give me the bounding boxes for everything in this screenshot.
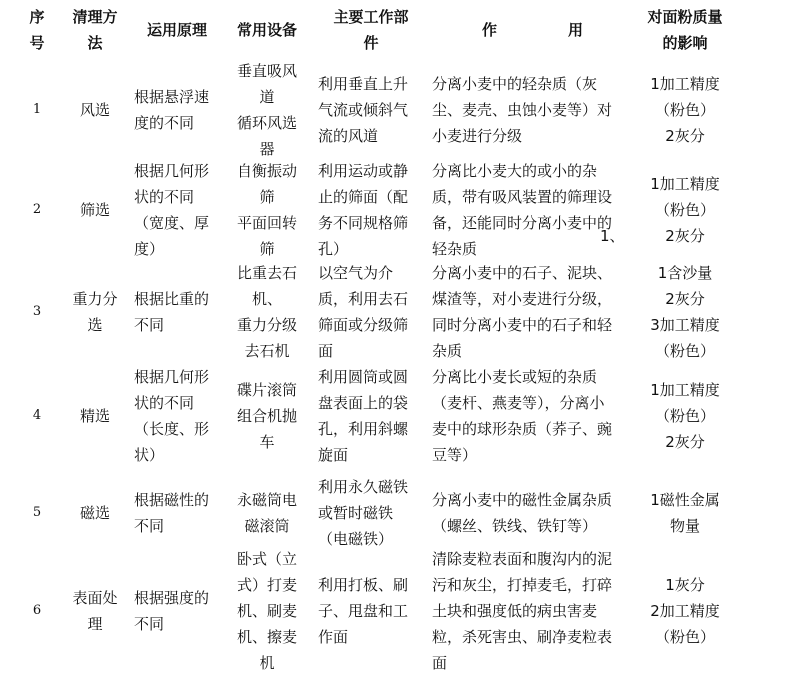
- row-principle-line: 度）: [134, 240, 165, 258]
- row-equipment-line: 去石机: [244, 342, 290, 360]
- row-principle-line: 根据强度的: [134, 589, 210, 607]
- row-seq: [24, 598, 50, 624]
- row-parts-line: （电磁铁）: [318, 530, 394, 548]
- row-seq: [24, 403, 50, 429]
- row-function-line: 杂质: [432, 342, 463, 360]
- row-method-line: 精选: [79, 407, 110, 425]
- row-method: [64, 500, 126, 526]
- row-principle-line: 度的不同: [134, 114, 195, 132]
- row-impact-line: （粉色）: [654, 201, 715, 219]
- row-parts-line: 流的风道: [318, 127, 379, 145]
- row-equipment-line: 车: [259, 433, 275, 451]
- header-impact-line: 的影响: [662, 34, 708, 52]
- row-impact: [640, 260, 730, 364]
- row-equipment-line: 磁滚筒: [244, 517, 290, 535]
- row-parts-line: 气流或倾斜气: [318, 101, 409, 119]
- row-equipment-line: 筛: [259, 188, 275, 206]
- row-principle-line: 根据悬浮速: [134, 88, 210, 106]
- row-principle-line: （长度、形: [134, 420, 210, 438]
- row-parts: [318, 572, 424, 650]
- row-equipment-line: 自衡振动: [236, 162, 297, 180]
- row-principle: [134, 158, 220, 262]
- row-function: [432, 487, 632, 539]
- header-principle: [134, 17, 220, 43]
- header-method: [64, 4, 126, 56]
- row-equipment-line: 循环风选: [236, 114, 297, 132]
- row-principle: [134, 364, 220, 468]
- row-equipment-line: 筛: [259, 240, 275, 258]
- row-parts-line: 利用永久磁铁: [318, 478, 409, 496]
- row-equipment: [228, 546, 306, 676]
- row-seq: [24, 299, 50, 325]
- row-method: [64, 197, 126, 223]
- row-function-line: 分离比小麦长或短的杂质: [432, 368, 598, 386]
- row-impact-line: （粉色）: [654, 407, 715, 425]
- row-impact-line: 1加工精度: [650, 75, 720, 93]
- row-function-line: 煤渣等，对小麦进行分级，: [432, 290, 613, 308]
- row-impact-line: 1加工精度: [650, 175, 720, 193]
- row-parts-line: 利用圆筒或圆: [318, 368, 409, 386]
- row-impact-line: 2加工精度: [650, 602, 720, 620]
- row-impact-line: 1加工精度: [650, 381, 720, 399]
- header-method-line: 清理方: [72, 8, 118, 26]
- row-impact-line: 1含沙量: [657, 264, 713, 282]
- row-parts-line: 质，利用去石: [318, 290, 409, 308]
- row-impact-line: （粉色）: [654, 342, 715, 360]
- row-seq-line: 5: [32, 505, 42, 520]
- row-seq: [24, 500, 50, 526]
- row-principle-line: 根据磁性的: [134, 491, 210, 509]
- header-impact-line: 对面粉质量: [647, 8, 723, 26]
- row-function-line: 分离小麦中的石子、泥块、: [432, 264, 613, 282]
- header-function-part: 用: [568, 21, 584, 39]
- row-equipment-line: 垂直吸风: [236, 62, 297, 80]
- row-equipment-line: 机、刷麦: [236, 602, 297, 620]
- row-function-line: 粒，杀死害虫、刷净麦粒表: [432, 628, 613, 646]
- row-method-line: 磁选: [79, 504, 110, 522]
- row-parts: [318, 364, 424, 468]
- row-principle: [134, 286, 220, 338]
- impact-marker: 1、: [600, 227, 625, 245]
- row-parts-line: 止的筛面（配: [318, 188, 409, 206]
- row-parts-line: 面: [318, 342, 334, 360]
- row-equipment: [228, 58, 306, 162]
- row-parts: [318, 158, 424, 262]
- row-function-line: 土块和强度低的病虫害麦: [432, 602, 598, 620]
- row-equipment: [228, 260, 306, 364]
- row-parts-line: 或暂时磁铁: [318, 504, 394, 522]
- row-equipment-line: 式）打麦: [236, 576, 297, 594]
- row-parts: [318, 71, 424, 149]
- row-method-line: 选: [87, 316, 103, 334]
- row-equipment: [228, 487, 306, 539]
- row-principle: [134, 84, 220, 136]
- row-parts-line: 务不同规格筛: [318, 214, 409, 232]
- row-function: [432, 260, 632, 364]
- row-method: [64, 286, 126, 338]
- row-principle-line: 不同: [134, 615, 165, 633]
- row-equipment-line: 重力分级: [236, 316, 297, 334]
- row-principle: [134, 585, 220, 637]
- row-impact: [640, 71, 730, 149]
- row-impact-line: 1灰分: [665, 576, 705, 594]
- row-equipment: [228, 377, 306, 455]
- row-principle-line: （宽度、厚: [134, 214, 210, 232]
- row-method: [64, 97, 126, 123]
- row-impact-line: 3加工精度: [650, 316, 720, 334]
- header-impact: [640, 4, 730, 56]
- row-parts-line: 筛面或分级筛: [318, 316, 409, 334]
- row-parts: [318, 474, 424, 552]
- row-principle-line: 状的不同: [134, 394, 195, 412]
- row-principle: [134, 487, 220, 539]
- header-equipment: [228, 17, 306, 43]
- row-parts-line: 孔）: [318, 240, 349, 258]
- row-parts-line: 作面: [318, 628, 349, 646]
- row-seq: [24, 197, 50, 223]
- row-equipment-line: 组合机抛: [236, 407, 297, 425]
- row-parts-line: 利用运动或静: [318, 162, 409, 180]
- row-function-line: 豆等）: [432, 446, 478, 464]
- row-function-line: 麦中的球形杂质（荞子、豌: [432, 420, 613, 438]
- row-impact: [600, 171, 730, 249]
- header-parts-line: 主要工作部: [333, 8, 409, 26]
- header-parts: [318, 4, 424, 56]
- row-function-line: 轻杂质: [432, 240, 478, 258]
- row-method-line: 重力分: [72, 290, 118, 308]
- row-function-line: （麦杆、燕麦等），分离小: [432, 394, 605, 412]
- row-equipment-line: 机: [259, 654, 275, 672]
- row-equipment-line: 平面回转: [236, 214, 297, 232]
- row-equipment-line: 机、擦麦: [236, 628, 297, 646]
- header-principle-line: 运用原理: [146, 21, 207, 39]
- row-impact-line: （粉色）: [654, 101, 715, 119]
- row-impact-line: 物量: [669, 517, 700, 535]
- row-seq-line: 2: [32, 202, 42, 217]
- row-impact-line: 2灰分: [665, 127, 705, 145]
- row-parts-line: 盘表面上的袋: [318, 394, 409, 412]
- row-function-line: 质，带有吸风装置的筛理设: [432, 188, 613, 206]
- row-method-line: 风选: [79, 101, 110, 119]
- row-function: [432, 546, 632, 676]
- row-principle-line: 状的不同: [134, 188, 195, 206]
- row-function-line: 备，还能同时分离小麦中的: [432, 214, 613, 232]
- row-function-line: 尘、麦壳、虫蚀小麦等）对: [432, 101, 613, 119]
- row-function-line: 污和灰尘，打掉麦毛，打碎: [432, 576, 613, 594]
- row-principle-line: 根据几何形: [134, 162, 210, 180]
- header-seq-line: 序: [29, 8, 45, 26]
- row-equipment-line: 比重去石: [236, 264, 297, 282]
- row-function-line: 同时分离小麦中的石子和轻: [432, 316, 613, 334]
- row-principle-line: 状）: [134, 446, 165, 464]
- row-principle-line: 不同: [134, 517, 165, 535]
- header-seq-line: 号: [29, 34, 45, 52]
- row-function-line: 清除麦粒表面和腹沟内的泥: [432, 550, 613, 568]
- row-function-line: 分离比小麦大的或小的杂: [432, 162, 598, 180]
- row-principle-line: 根据几何形: [134, 368, 210, 386]
- row-equipment-line: 道: [259, 88, 275, 106]
- header-seq: [24, 4, 50, 56]
- row-function-line: 小麦进行分级: [432, 127, 523, 145]
- row-impact-line: （粉色）: [654, 628, 715, 646]
- row-equipment: [228, 158, 306, 262]
- row-equipment-line: 卧式（立: [236, 550, 297, 568]
- header-parts-line: 件: [363, 34, 379, 52]
- row-parts: [318, 260, 424, 364]
- row-method-line: 筛选: [79, 201, 110, 219]
- row-equipment-line: 器: [259, 140, 275, 158]
- header-method-line: 法: [87, 34, 103, 52]
- row-principle-line: 不同: [134, 316, 165, 334]
- header-equipment-line: 常用设备: [236, 21, 297, 39]
- row-impact: [640, 487, 730, 539]
- row-method: [64, 403, 126, 429]
- row-principle-line: 根据比重的: [134, 290, 210, 308]
- row-seq-line: 3: [32, 304, 42, 319]
- row-seq-line: 1: [32, 102, 42, 117]
- header-function-part: 作: [482, 21, 498, 39]
- row-function: [432, 71, 632, 149]
- row-impact-line: 2灰分: [665, 290, 705, 308]
- row-function-line: （螺丝、铁线、铁钉等）: [432, 517, 598, 535]
- row-seq-line: 6: [32, 603, 42, 618]
- row-equipment-line: 碟片滚筒: [236, 381, 297, 399]
- row-parts-line: 旋面: [318, 446, 349, 464]
- row-function-line: 面: [432, 654, 448, 672]
- row-parts-line: 利用打板、刷: [318, 576, 409, 594]
- row-impact-line: 2灰分: [665, 227, 705, 245]
- row-seq-line: 4: [32, 408, 42, 423]
- row-method: [64, 585, 126, 637]
- row-seq: [24, 97, 50, 123]
- row-parts-line: 孔，利用斜螺: [318, 420, 409, 438]
- row-impact-line: 1磁性金属: [650, 491, 720, 509]
- row-method-line: 表面处: [72, 589, 118, 607]
- row-impact-line: 2灰分: [665, 433, 705, 451]
- row-function-line: 分离小麦中的磁性金属杂质: [432, 491, 613, 509]
- row-method-line: 理: [87, 615, 103, 633]
- row-impact: [640, 572, 730, 650]
- row-parts-line: 利用垂直上升: [318, 75, 409, 93]
- row-impact: [640, 377, 730, 455]
- row-parts-line: 以空气为介: [318, 264, 394, 282]
- row-equipment-line: 机、: [251, 290, 282, 308]
- row-function: [432, 364, 632, 468]
- row-parts-line: 子、甩盘和工: [318, 602, 409, 620]
- row-equipment-line: 永磁筒电: [236, 491, 297, 509]
- row-function-line: 分离小麦中的轻杂质（灰: [432, 75, 598, 93]
